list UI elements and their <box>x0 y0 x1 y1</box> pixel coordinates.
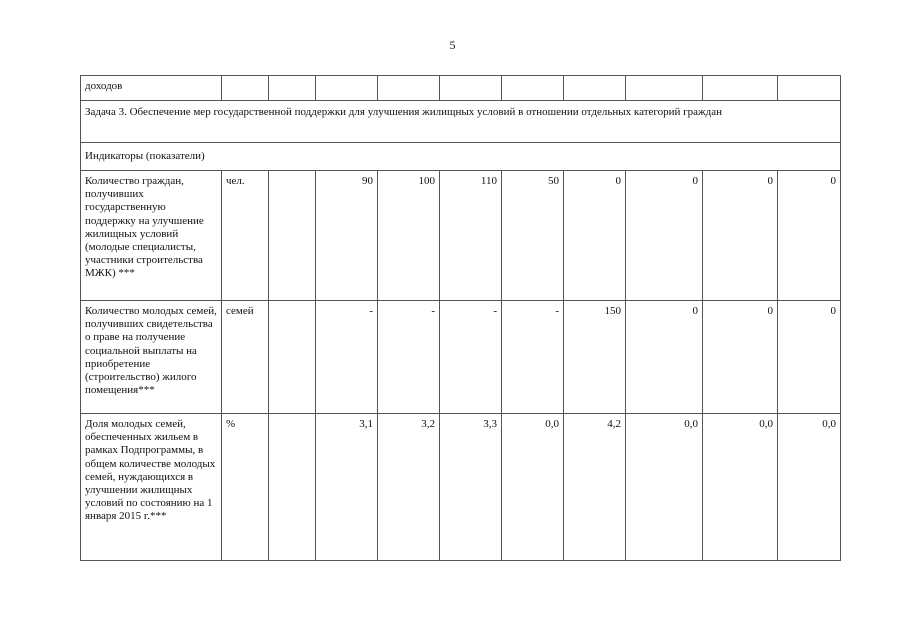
value-cell: 0,0 <box>778 414 841 561</box>
value-cell: 150 <box>564 301 626 414</box>
table-cell <box>502 76 564 101</box>
table-cell <box>778 76 841 101</box>
table-row-income <box>81 76 841 101</box>
value-cell: 0,0 <box>626 414 703 561</box>
value-cell: 0 <box>778 301 841 414</box>
value-cell: 110 <box>440 171 502 301</box>
value-cell: 3,3 <box>440 414 502 561</box>
value-cell: 90 <box>316 171 378 301</box>
indicators-heading: Индикаторы (показатели) <box>81 143 841 171</box>
value-cell: 0 <box>703 301 778 414</box>
unit-cell: % <box>222 414 269 561</box>
row-label: доходов <box>81 76 222 101</box>
task-heading: Задача 3. Обеспечение мер государственной поддержки для улучшения жилищных условий в отношении отдельных категорий граждан <box>81 101 841 143</box>
value-cell: - <box>378 301 440 414</box>
value-cell: 0 <box>778 171 841 301</box>
indicators-table <box>80 75 841 561</box>
table-cell <box>222 76 269 101</box>
indicator-label: Количество молодых семей, получивших свидетельства о праве на получение социальной выплаты на приобретение (строительство) жилого помещения*** <box>81 301 222 414</box>
value-cell: 0,0 <box>703 414 778 561</box>
value-cell: - <box>440 301 502 414</box>
table-row <box>81 171 841 301</box>
value-cell: 0 <box>703 171 778 301</box>
base-cell <box>269 301 316 414</box>
table-row <box>81 301 841 414</box>
table-cell <box>703 76 778 101</box>
table-row-task <box>81 101 841 143</box>
indicator-label: Количество граждан, получивших государственную поддержку на улучшение жилищных условий (молодые специалисты, участники строительства МЖК) *** <box>81 171 222 301</box>
value-cell: 0 <box>564 171 626 301</box>
table-cell <box>269 76 316 101</box>
value-cell: 0,0 <box>502 414 564 561</box>
table-cell <box>440 76 502 101</box>
table-row-indicators-header <box>81 143 841 171</box>
table-row <box>81 414 841 561</box>
value-cell: 100 <box>378 171 440 301</box>
value-cell: 0 <box>626 171 703 301</box>
value-cell: 3,2 <box>378 414 440 561</box>
unit-cell: чел. <box>222 171 269 301</box>
value-cell: 0 <box>626 301 703 414</box>
value-cell: 4,2 <box>564 414 626 561</box>
table-cell <box>316 76 378 101</box>
value-cell: 3,1 <box>316 414 378 561</box>
value-cell: 50 <box>502 171 564 301</box>
indicator-label: Доля молодых семей, обеспеченных жильем в рамках Подпрограммы, в общем количестве молодых семей, нуждающихся в улучшении жилищных условий по состоянию на 1 января 2015 г.*** <box>81 414 222 561</box>
base-cell <box>269 414 316 561</box>
page-number: 5 <box>449 38 456 52</box>
base-cell <box>269 171 316 301</box>
table-cell <box>564 76 626 101</box>
unit-cell: семей <box>222 301 269 414</box>
table-cell <box>378 76 440 101</box>
value-cell: - <box>502 301 564 414</box>
value-cell: - <box>316 301 378 414</box>
table-cell <box>626 76 703 101</box>
